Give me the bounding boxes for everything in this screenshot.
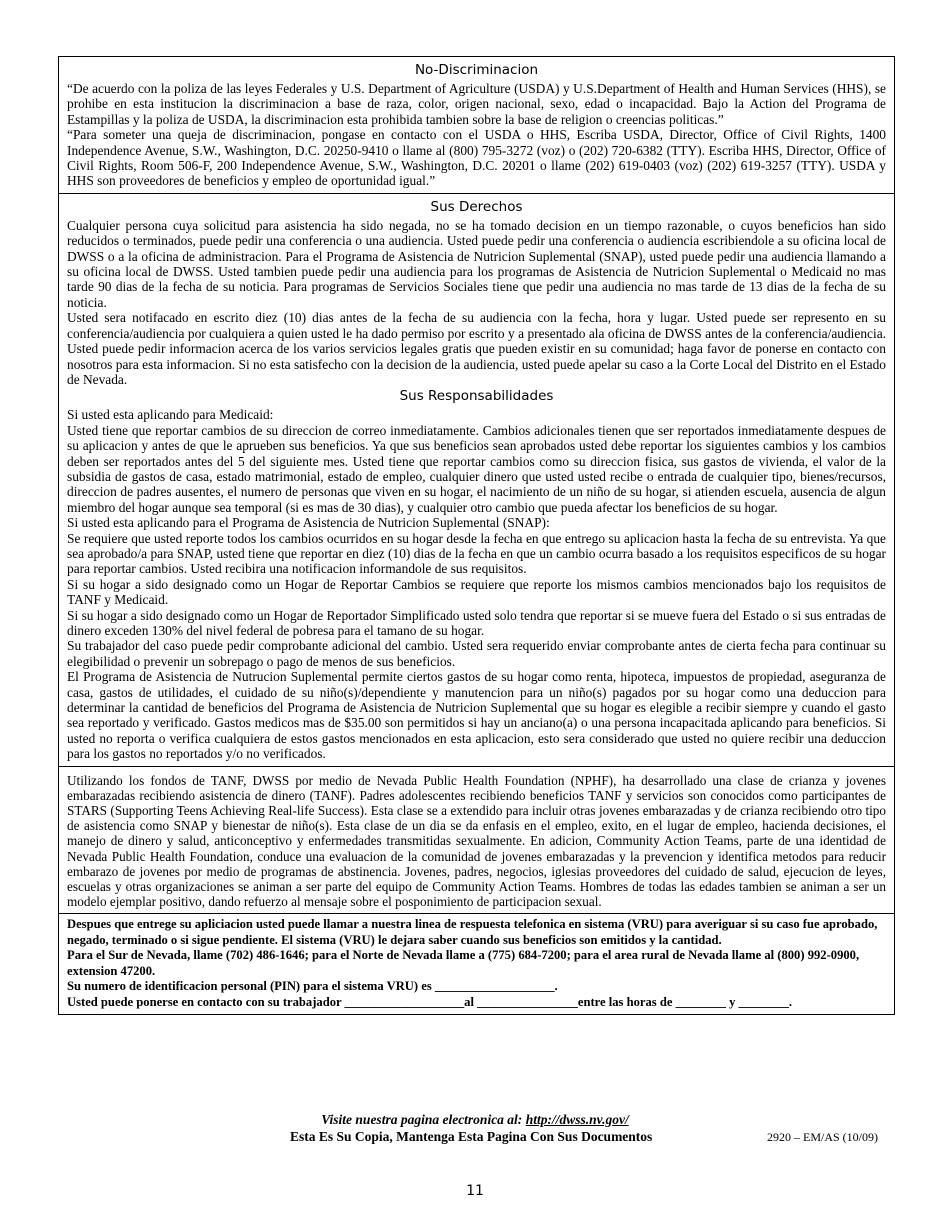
rights-responsibilities-section — [59, 194, 894, 767]
complaint-contact-text: “Para someter una queja de discriminacion, pongase en contacto con el USDA o HHS, Escriba USDA, Director, Office of Civil Rights, 1400 Independence Avenue, S.W., Washington, D.C. 20250-9410 o llame al (800) 795-3272 (voz) o (202) 720-6382 (TTY). Escriba HHS, Director, Office of Civil Rights, Room 506-F, 200 Independence Avenue, S.W., Washington, D.C. 20201 o llame (202) 619-0403 (voz) (202) 619-3257 (TTY). USDA y HHS son proveedores de beneficios y empleo de oportunidad igual.” — [67, 127, 886, 189]
simplified-reporting-text: Si su hogar a sido designado como un Hogar de Reportador Simplificado usted solo tendra que reportar si se mueve fuera del Estado o si sus entradas de dinero exceden 130% del nivel federal de pobresa para el tamano de su hogar. — [67, 607, 886, 638]
page-number: 11 — [466, 1183, 484, 1199]
form-number: 2920 – EM/AS (10/09) — [767, 1130, 878, 1144]
vru-intro-text: Despues que entrege su apliciacion usted puede llamar a nuestra linea de respuesta telefonica en sistema (VRU) para averiguar si su caso fue aprobado, negado, terminado o si sigue pendiente. El sistema (VRU) le dejara saber cuando sus beneficios son emitidos y la cantidad. — [67, 917, 878, 947]
proof-request-text: Su trabajador del caso puede pedir comprobante adicional del cambio. Usted sera requerido enviar comprobante antes de cierta fecha para continuar su elegibilidad o prevenir un sobrepago o pago de menos de sus beneficios. — [67, 638, 886, 669]
rights-notification-text: Usted sera notifacado en escrito diez (10) dias antes de la fecha de su audiencia con la fecha, hora y lugar. Usted puede ser represento en su conferencia/audiencia por cualquiera a quien usted le ha dado permiso por escrito y a presentado ala oficina de DWSS antes de la conferencia/audiencia. Usted puede pedir informacion acerca de los varios servicios legales gratis que pueden existir en su comunidad; haga favor de ponerse en contacto con nosotros para esta informacion. Si no esta satisfecho con la decision de la audiencia, usted puede apelar su caso a la Corte Local del Distrito en el Estado de Nevada. — [67, 310, 886, 387]
keep-copy-notice: Esta Es Su Copia, Mantenga Esta Pagina Con Sus Documentos — [290, 1129, 653, 1144]
non-discrimination-section — [59, 57, 894, 194]
responsibilities-heading: Sus Responsabilidades — [399, 388, 554, 405]
vru-phone-numbers: Para el Sur de Nevada, llame (702) 486-1646; para el Norte de Nevada llame a (775) 684-7200; para el area rural de Nevada llame al (800) 992-0900, extension 47200. — [67, 948, 860, 978]
tanf-stars-text: Utilizando los fondos de TANF, DWSS por medio de Nevada Public Health Foundation (NPHF), ha desarrollado una clase de crianza y jovenes embarazadas recibiendo asistencia de dinero (TANF). Padres adolescentes recibiendo beneficios TANF y servicios son conocidos como participantes de STARS (Supporting Teens Achieving Real-life Success). Esta clase se a extendido para incluir otras jovenes embarazadas y de crianza recibiendo otro tipo de asistencia como SNAP y bienestar de niño(s). Esta clase de un dia se da enfasis en el empleo, exito, en el lugar de empleo, hacienda decisiones, el manejo de dinero y salud, anticonceptivo y enfermedades transmitidas sexualmente. En adicion, Community Action Teams, parte de una identidad de Nevada Public Health Foundation, conduce una evaluacion de la comunidad de jovenes embarazadas y la prevencion y identifica metodos para reducir embarazo de jovenes por medio de programas de abstinencia. Jovenes, padres, negocios, iglesias proveedores del cuidado de salud, ejecucion de leyes, escuelas y otras organizaciones se animan a ser parte del equipo de Community Action Teams. Hombres de todas las edades tambien se animan a ser un modelo ejemplar positivo, dando refuerzo al mensaje sobre el posponimiento de participacion sexual. — [67, 772, 886, 910]
non-discrimination-policy-text: “De acuerdo con la poliza de las leyes Federales y U.S. Department of Agriculture (USDA) y U.S.Department of Health and Human Services (HHS), se prohibe en esta institucion la discriminacion a base de raza, color, origen nacional, sexo, edad o incapacidad. Bajo la Action del Programa de Estampillas y la poliza de USDA, la discriminacion esta prohibida tambien sobre la base de religion o creencias politicas.” — [67, 81, 886, 127]
caseworker-contact-line: Usted puede ponerse en contacto con su trabajador ___________________al ________________entre las horas de ________ y ________. — [67, 994, 793, 1009]
vru-section — [59, 914, 894, 1013]
rights-heading: Sus Derechos — [430, 198, 523, 215]
website-label: Visite nuestra pagina electronica al: — [321, 1112, 526, 1127]
website-link[interactable]: http://dwss.nv.gov/ — [525, 1112, 629, 1127]
snap-reporting-text: Se requiere que usted reporte todos los cambios ocurridos en su hogar desde la fecha en que entrego su aplicacion hasta la fecha de su entrevista. Ya que sea aprobado/a para SNAP, usted tiene que reportar en diez (10) dias de la fecha en que un cambio ocurra basado a los requisitos especificos de su hogar para reportar cambios. Usted recibira una notificacion informandole de sus requisitos. — [67, 530, 886, 577]
medicaid-intro: Si usted esta aplicando para Medicaid: — [67, 407, 274, 423]
deductions-text: El Programa de Asistencia de Nutrucion Suplemental permite ciertos gastos de su hogar como renta, hipoteca, impuestos de propiedad, aseguranza de casa, gastos de utilidades, el cuidado de su niño(s)/dependiente y manutencion para un niño(s) pagados por su hogar como una deduccion para determinar la cantidad de beneficios del Programa de Asistencia de Nutricion Suplemental que su hogar es elegible a recibir siempre y cuando el gasto sea reportado y verificado. Gastos medicos mas de $35.00 son permitidos si hay un anciano(a) o una persona incapacitada aplicando para beneficios. Si usted no reporta o verifica cualquiera de estos gastos mencionados en esta aplicacion, esto sera considerado que usted no quiere recibir una deduccion para los gastos no reportados y/o no verificados. — [67, 669, 886, 762]
rights-hearing-text: Cualquier persona cuya solicitud para asistencia ha sido negada, no se ha tomado decision en un tiempo razonable, o cuyos beneficios han sido reducidos o terminados, puede pedir una conferencia o una audiencia. Usted puede pedir una conferencia o audiencia escribiendole a su oficina local de DWSS o a la oficina de administracion. Para el Programa de Asistencia de Nutricion Suplemental (SNAP), usted puede pedir una audiencia llamando a su oficina local de DWSS. Usted tambien puede pedir una audiencia para los programas de Asistencia de Nutricion Suplemental o Medicaid no mas tarde 90 dias de la fecha de su noticia. Para programas de Servicios Sociales tiene que pedir una audiencia no mas tarde de 13 dias de la fecha de su noticia. — [67, 217, 886, 310]
tanf-stars-section — [59, 767, 894, 915]
non-discrimination-heading: No-Discriminacion — [414, 62, 539, 78]
medicaid-reporting-text: Usted tiene que reportar cambios de su direccion de correo inmediatamente. Cambios adicionales tienen que ser reportados inmediatamente despues de su aplicacion y antes de que le aprueben sus beneficios. Ya que sus beneficios sean aprobados usted debe reportar los siguientes cambios y los cambios deben ser reportados antes del 5 del siguiente mes. Usted tiene que reportar cambios como su direccion fisica, sus gastos de vivienda, el valor de la subsidia de gastos de casa, estado matrimonial, estado de empleo, cualquier dinero que usted usted recibe o entrada de cualquier tipo, bienes/recursos, direccion de padres ausentes, el numero de personas que viven en su hogar, el nacimiento de un niño de su hogar, si atienden escuela, ausencia de algun miembro del hogar aunque sea temporal (si es mas de 30 dias), y cualquier otro cambio que pueda afectar los beneficios de su hogar. — [67, 422, 886, 515]
notice-frame — [58, 56, 895, 1015]
website-line — [0, 1112, 950, 1128]
vru-pin-line: Su numero de identificacion personal (PIN) para el sistema VRU) es ___________________. — [67, 979, 558, 994]
snap-intro: Si usted esta aplicando para el Programa de Asistencia de Nutricion Suplemental (SNAP): — [67, 515, 550, 531]
change-reporting-household-text: Si su hogar a sido designado como un Hogar de Reportar Cambios se requiere que reporte los mismos cambios mencionados bajo los requisitos de TANF y Medicaid. — [67, 576, 886, 608]
